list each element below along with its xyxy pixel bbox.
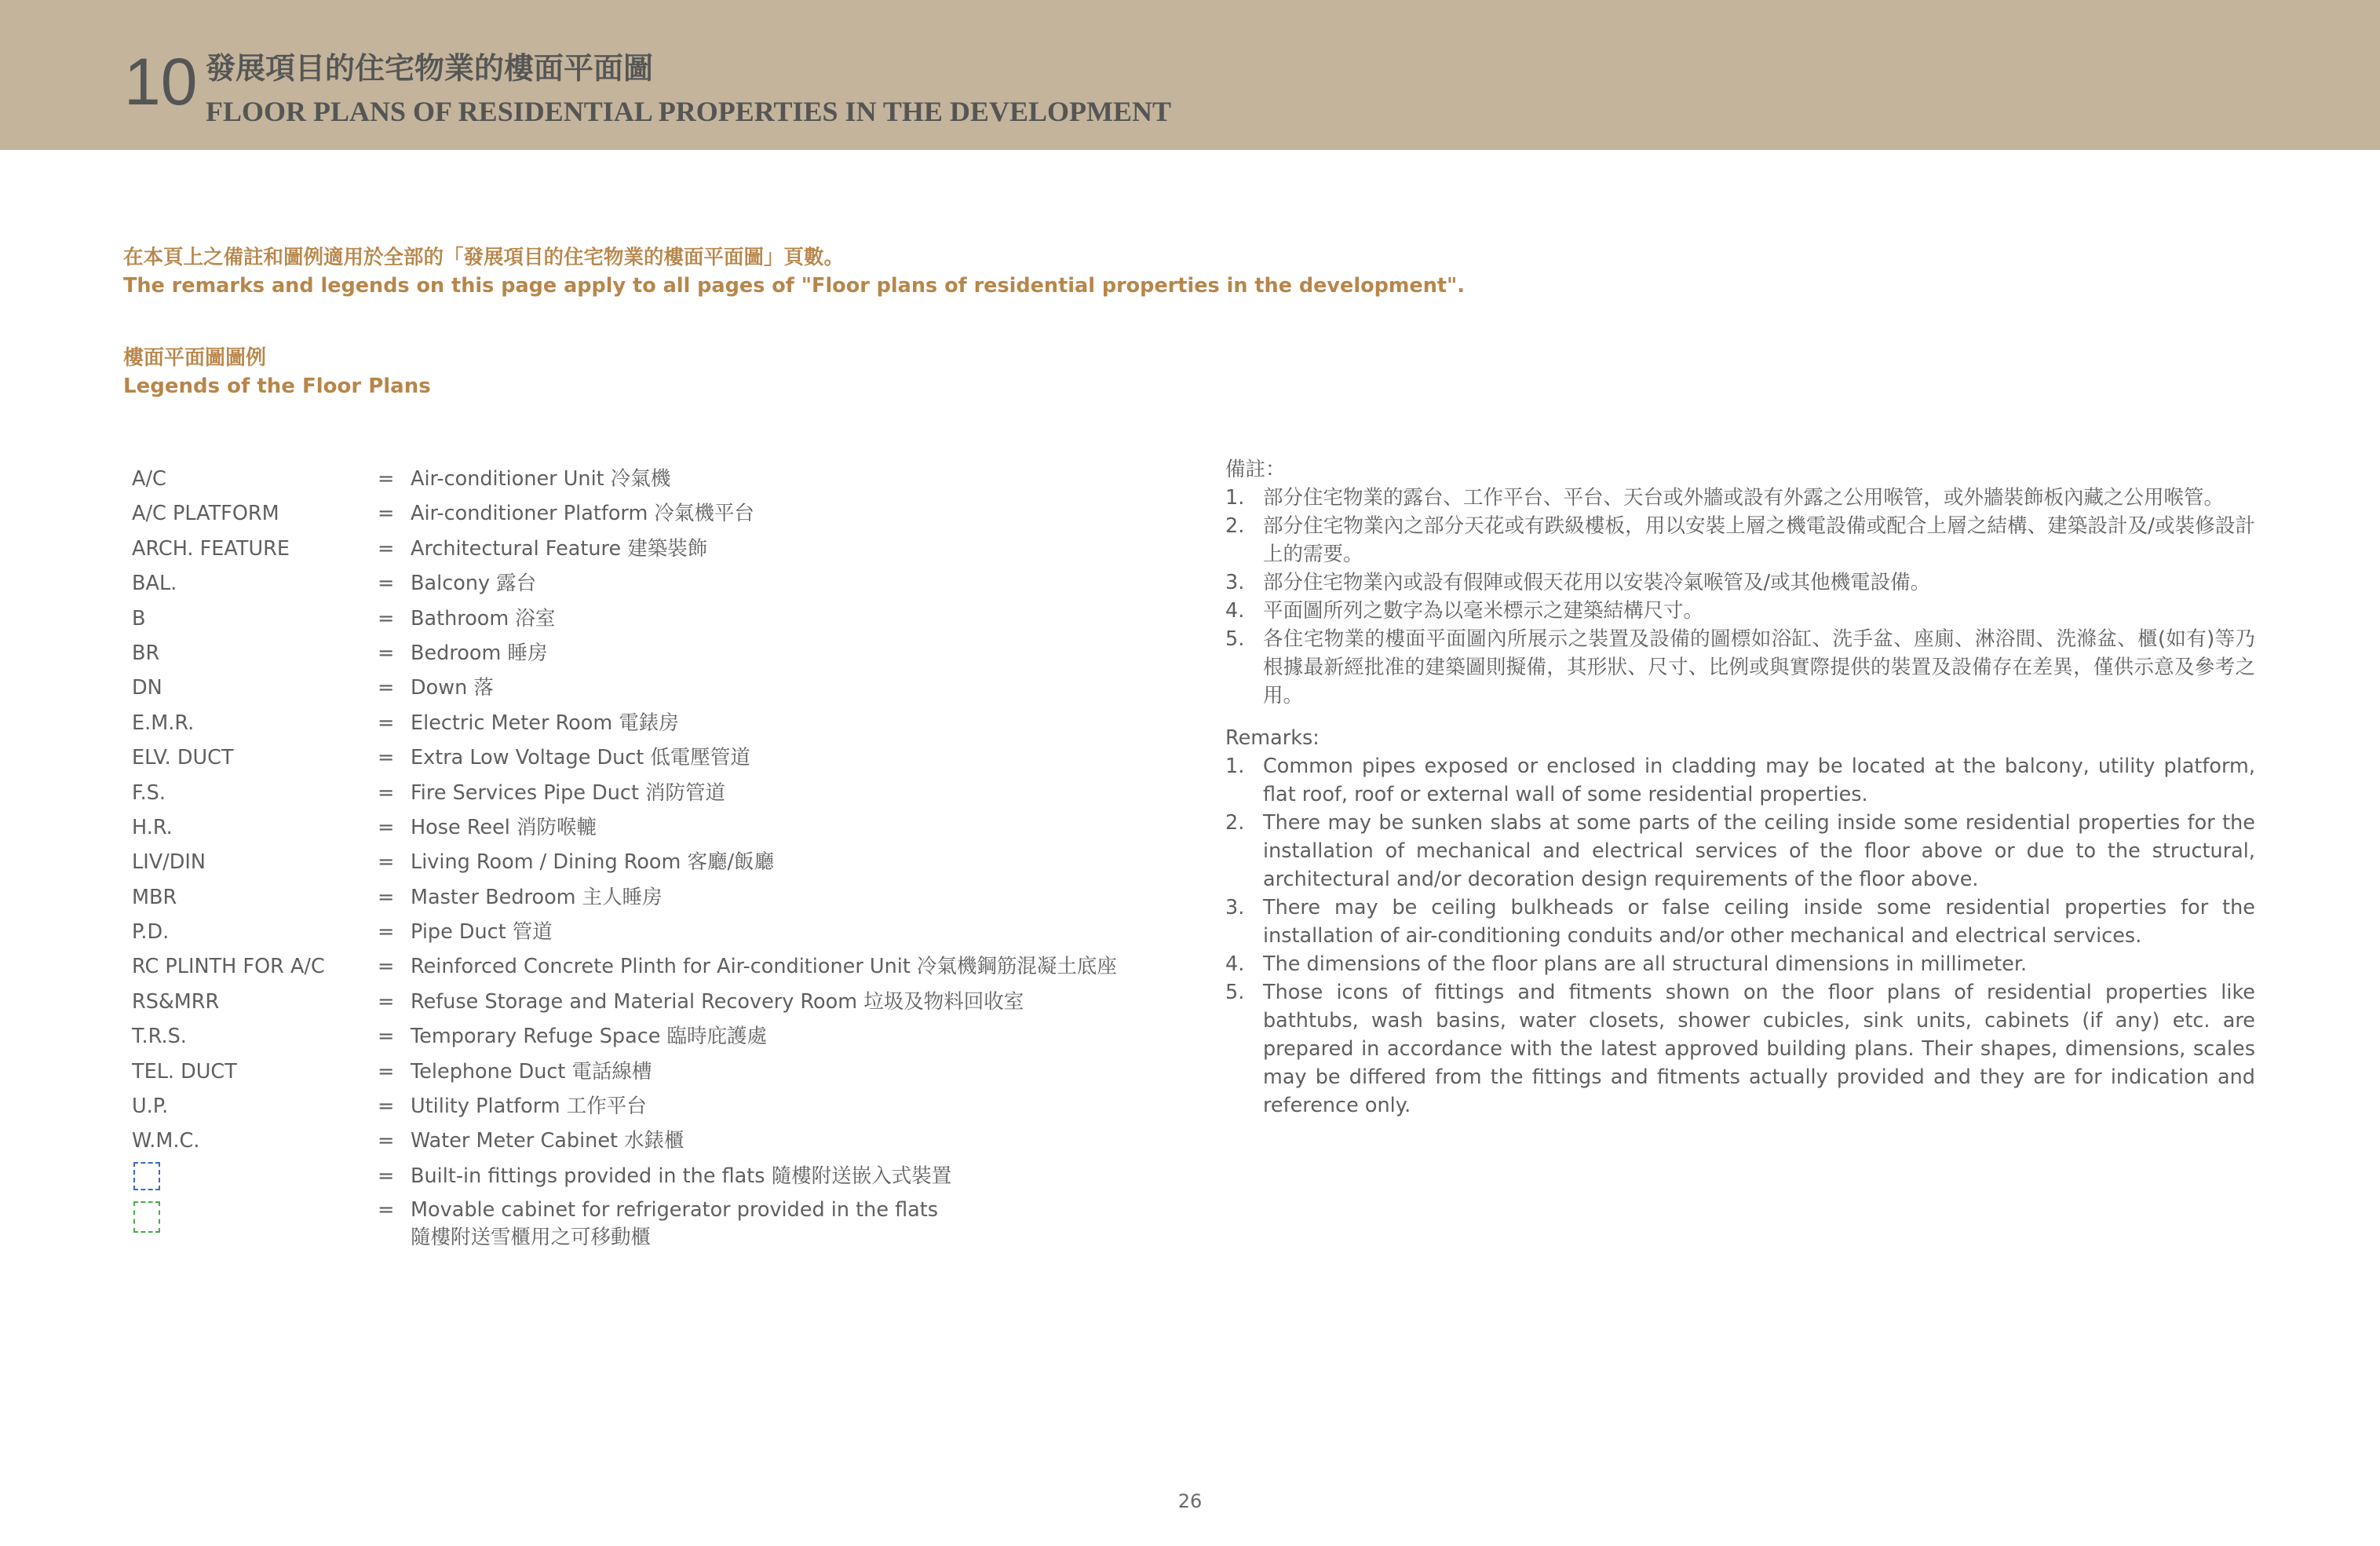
legend-row — [132, 740, 1152, 775]
legend-row — [132, 1124, 1152, 1158]
remark-text: 部分住宅物業內或設有假陣或假天花用以安裝冷氣喉管及/或其他機電設備。 — [1263, 571, 1931, 594]
legend-equals: = — [378, 1164, 395, 1188]
legend-equals: = — [378, 1095, 395, 1119]
page-title-en: FLOOR PLANS OF RESIDENTIAL PROPERTIES IN THE DEVELOPMENT — [206, 96, 1171, 127]
legend-equals: = — [378, 502, 395, 526]
legend-equals: = — [378, 711, 395, 735]
legend-equals: = — [378, 850, 395, 875]
remark-text: There may be sunken slabs at some parts of the ceiling inside some residential properties for the installation of mechanical and electrical services of the floor above or due to the structural, architectural and/or decoration design requirements of the floor above. — [1263, 811, 2255, 891]
legend-row — [132, 810, 1152, 845]
remark-item — [1225, 484, 2255, 512]
legend-row — [132, 462, 1152, 496]
legend-desc: Bedroom 睡房 — [411, 641, 548, 665]
legend-row — [132, 601, 1152, 636]
legend-desc: Living Room / Dining Room 客廳/飯廳 — [411, 850, 775, 875]
legend-row — [132, 845, 1152, 879]
legend-desc: Down 落 — [411, 676, 494, 700]
remark-number: 3. — [1225, 896, 1245, 919]
remark-text: 各住宅物業的樓面平面圖內所展示之裝置及設備的圖標如浴缸、洗手盆、座廁、淋浴間、洗滌盆、櫃(如有)等乃根據最新經批准的建築圖則擬備，其形狀、尺寸、比例或與實際提供的裝置及設備存在差異，僅供示意及參考之用。 — [1263, 627, 2255, 707]
remark-item — [1225, 568, 2255, 597]
remarks-heading-zh: 備註： — [1225, 458, 1286, 481]
remark-number: 5. — [1225, 981, 1245, 1004]
legend-abbr: E.M.R. — [132, 711, 195, 735]
legend-abbr: TEL. DUCT — [132, 1059, 237, 1084]
legend-desc: Built-in fittings provided in the flats 隨樓附送嵌入式裝置 — [411, 1164, 952, 1188]
legend-equals: = — [378, 1129, 395, 1153]
legend-equals: = — [378, 467, 395, 491]
legend-equals: = — [378, 746, 395, 770]
legend-desc: Utility Platform 工作平台 — [411, 1095, 647, 1119]
intro-note — [123, 243, 1465, 300]
header-band — [0, 0, 2380, 150]
legend-row — [132, 671, 1152, 705]
legend-equals: = — [378, 1059, 395, 1084]
legend-desc: Telephone Duct 電話線槽 — [411, 1059, 652, 1084]
legend-equals: = — [378, 606, 395, 630]
legend-table — [132, 462, 1152, 1248]
green-dashed-box-icon — [133, 1201, 160, 1233]
legend-row — [132, 566, 1152, 601]
legend-equals: = — [378, 1025, 395, 1049]
remark-text: Those icons of fittings and fitments shown on the floor plans of residential properties like bathtubs, wash basins, water closets, shower cubicles, sink units, cabinets (if any) etc. are prepared in accordance with the latest approved building plans. Their shapes, dimensions, scales may be differed from the fittings and fitments actually provided and they are for indication and reference only. — [1263, 981, 2255, 1117]
remarks-en — [1225, 724, 2255, 1120]
page-title-zh: 發展項目的住宅物業的樓面平面圖 — [206, 50, 654, 86]
legend-equals: = — [378, 536, 395, 561]
remark-number: 1. — [1225, 486, 1245, 510]
legend-abbr: F.S. — [132, 780, 166, 805]
legend-heading — [123, 344, 431, 400]
legend-row — [132, 706, 1152, 740]
legend-abbr: P.D. — [132, 920, 170, 945]
legend-abbr: DN — [132, 676, 162, 700]
remark-text: 部分住宅物業的露台、工作平台、平台、天台或外牆或設有外露之公用喉管，或外牆裝飾板內藏之公用喉管。 — [1263, 486, 2225, 510]
legend-row — [132, 880, 1152, 915]
legend-row — [132, 1089, 1152, 1124]
legend-desc: Extra Low Voltage Duct 低電壓管道 — [411, 746, 750, 770]
legend-desc: Master Bedroom 主人睡房 — [411, 885, 663, 909]
legend-equals: = — [378, 1198, 395, 1223]
remark-number: 5. — [1225, 627, 1245, 651]
remark-item — [1225, 894, 2255, 950]
legend-equals: = — [378, 676, 395, 700]
legend-desc: Reinforced Concrete Plinth for Air-conditioner Unit 冷氣機鋼筋混凝土底座 — [411, 955, 1117, 979]
legend-desc: Hose Reel 消防喉轆 — [411, 815, 597, 839]
remark-item — [1225, 809, 2255, 894]
legend-heading-en: Legends of the Floor Plans — [123, 375, 431, 398]
legend-abbr: RS&MRR — [132, 989, 220, 1014]
legend-equals: = — [378, 572, 395, 596]
remark-text: Common pipes exposed or enclosed in cladding may be located at the balcony, utility platform, flat roof, roof or external wall of some residential properties. — [1263, 755, 2255, 806]
legend-desc: Temporary Refuge Space 臨時庇護處 — [411, 1025, 768, 1049]
legend-row — [132, 1159, 1152, 1193]
legend-abbr: BR — [132, 641, 160, 665]
legend-row — [132, 496, 1152, 531]
legend-desc: Architectural Feature 建築裝飾 — [411, 536, 708, 561]
blue-dashed-box-icon — [133, 1162, 160, 1190]
remarks-zh — [1225, 455, 2255, 710]
remark-number: 2. — [1225, 811, 1245, 835]
legend-row — [132, 949, 1152, 984]
legend-abbr: B — [132, 606, 146, 630]
legend-desc — [411, 1197, 938, 1252]
legend-abbr: LIV/DIN — [132, 850, 206, 875]
legend-equals: = — [378, 780, 395, 805]
remark-item — [1225, 512, 2255, 568]
legend-heading-zh: 樓面平面圖圖例 — [123, 346, 267, 370]
legend-desc: Fire Services Pipe Duct 消防管道 — [411, 780, 726, 805]
legend-row — [132, 776, 1152, 810]
remark-number: 4. — [1225, 952, 1245, 976]
remark-text: 部分住宅物業內之部分天花或有跌級樓板，用以安裝上層之機電設備或配合上層之結構、建築設計及/或裝修設計上的需要。 — [1263, 514, 2255, 566]
legend-equals: = — [378, 920, 395, 945]
legend-equals: = — [378, 955, 395, 979]
legend-abbr: H.R. — [132, 815, 173, 839]
legend-row — [132, 915, 1152, 949]
legend-desc: Electric Meter Room 電錶房 — [411, 711, 679, 735]
remark-number: 3. — [1225, 571, 1245, 594]
legend-row — [132, 1193, 1152, 1248]
legend-row — [132, 636, 1152, 671]
legend-equals: = — [378, 885, 395, 909]
legend-desc: Pipe Duct 管道 — [411, 920, 553, 945]
legend-abbr: RC PLINTH FOR A/C — [132, 955, 325, 979]
section-number: 10 — [124, 45, 198, 119]
intro-note-zh: 在本頁上之備註和圖例適用於全部的「發展項目的住宅物業的樓面平面圖」頁數。 — [123, 246, 845, 269]
intro-note-en: The remarks and legends on this page apply to all pages of "Floor plans of residential properties in the development". — [123, 274, 1466, 298]
legend-equals: = — [378, 989, 395, 1014]
legend-desc-line-en: Movable cabinet for refrigerator provided in the flats — [411, 1198, 939, 1223]
legend-desc: Air-conditioner Unit 冷氣機 — [411, 467, 671, 491]
legend-desc: Water Meter Cabinet 水錶櫃 — [411, 1129, 684, 1153]
remarks-heading-en: Remarks: — [1225, 726, 1320, 750]
legend-abbr: BAL. — [132, 572, 177, 596]
legend-abbr: A/C PLATFORM — [132, 502, 279, 526]
legend-abbr: ELV. DUCT — [132, 746, 234, 770]
legend-row — [132, 532, 1152, 566]
remark-text: The dimensions of the floor plans are all structural dimensions in millimeter. — [1263, 952, 2028, 976]
legend-desc: Bathroom 浴室 — [411, 606, 556, 630]
remark-item — [1225, 752, 2255, 809]
remark-number: 4. — [1225, 599, 1245, 623]
legend-abbr: W.M.C. — [132, 1129, 200, 1153]
page-number: 26 — [1177, 1490, 1203, 1512]
legend-abbr: T.R.S. — [132, 1025, 187, 1049]
legend-abbr: U.P. — [132, 1095, 169, 1119]
remark-number: 1. — [1225, 755, 1245, 778]
remark-number: 2. — [1225, 514, 1245, 538]
legend-abbr: MBR — [132, 885, 177, 909]
remark-item — [1225, 950, 2255, 978]
legend-equals: = — [378, 815, 395, 839]
legend-abbr: A/C — [132, 467, 166, 491]
remark-item — [1225, 597, 2255, 625]
legend-desc: Balcony 露台 — [411, 572, 537, 596]
legend-row — [132, 1019, 1152, 1054]
remark-text: 平面圖所列之數字為以毫米標示之建築結構尺寸。 — [1263, 599, 1704, 623]
remark-text: There may be ceiling bulkheads or false ceiling inside some residential properties for the installation of air-conditioning conduits and/or other mechanical and electrical services. — [1263, 896, 2255, 948]
remarks-column — [1225, 455, 2255, 1120]
legend-abbr: ARCH. FEATURE — [132, 536, 290, 561]
legend-equals: = — [378, 641, 395, 665]
remark-item — [1225, 978, 2255, 1120]
legend-desc: Air-conditioner Platform 冷氣機平台 — [411, 502, 754, 526]
legend-row — [132, 985, 1152, 1019]
legend-row — [132, 1054, 1152, 1089]
legend-desc-line-zh: 隨樓附送雪櫃用之可移動櫃 — [411, 1226, 652, 1250]
legend-desc: Refuse Storage and Material Recovery Room 垃圾及物料回收室 — [411, 989, 1024, 1014]
remark-item — [1225, 625, 2255, 710]
